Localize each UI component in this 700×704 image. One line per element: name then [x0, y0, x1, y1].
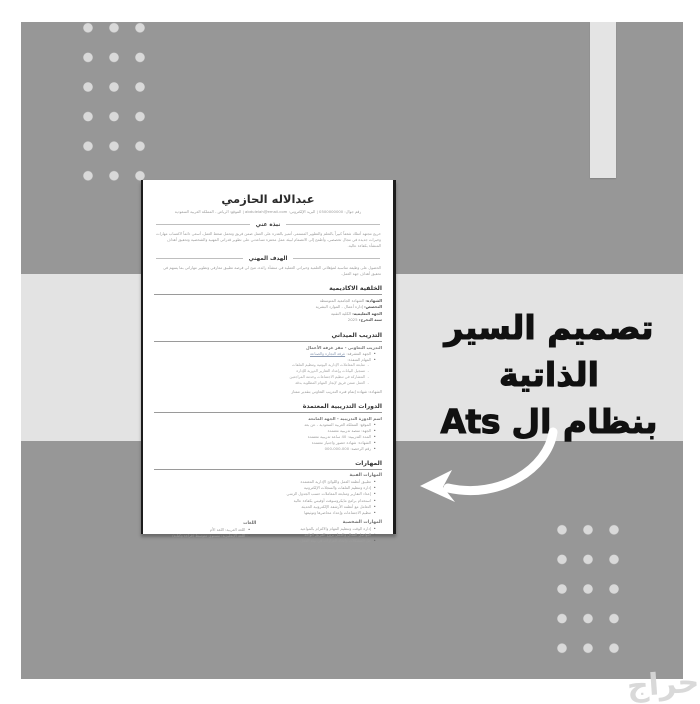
personal-skill: • حل المشكلات واتخاذ القرارات في بيئة العمل: [264, 538, 376, 544]
language-item: • اللغة العربية: اللغة الأم: [154, 527, 250, 533]
personal-skills-list: [264, 526, 382, 544]
training-position: التدريب التعاوني - مقر غرفة الأعمال: [305, 344, 382, 350]
personal-skill: • التواصل الفعال والعمل بروح الفريق الواحد: [264, 532, 376, 538]
languages-column: [154, 520, 256, 544]
training-section-title: التدريب الميداني: [154, 332, 382, 342]
course-detail: • الجهة: منصة تدريبية معتمدة: [154, 428, 376, 434]
supervisor-label: الجهة المشرفة:: [346, 350, 371, 356]
section-divider-about: [156, 222, 380, 228]
education-value: الشهادة الجامعية المتوسطة: [319, 298, 365, 303]
education-label: سنة التخرج:: [358, 317, 382, 323]
dots-pattern-top-left: [75, 13, 153, 192]
course-details: [154, 422, 382, 452]
technical-skills-list: [154, 479, 382, 515]
training-tasks-label: • المهام المنفذة:: [154, 357, 376, 363]
technical-skill: • تنظيم الاجتماعات وإعداد محاضرها وتوثيقها: [154, 510, 376, 516]
training-task: - العمل ضمن فريق لإنجاز المهام المطلوبة بدقة: [154, 381, 369, 387]
watermark-logo: حراج: [625, 664, 700, 704]
education-value: إدارة أعمال - الموارد البشرية: [315, 304, 363, 310]
dots-pattern-bottom-right: [549, 515, 627, 664]
about-title: نبذة عني: [255, 221, 281, 228]
course-detail: • الموقع: المملكة العربية السعودية - عن بعد: [154, 422, 376, 428]
language-item: • اللغة الإنجليزية: مستوى متوسط (قراءة وكتابة): [154, 533, 250, 539]
education-label: التخصص:: [364, 304, 382, 310]
courses-section-title: الدورات التدريبية المعتمدة: [154, 403, 382, 413]
vertical-accent-bar: [590, 22, 616, 178]
training-task-list: [154, 363, 374, 387]
personal-skill: • إدارة الوقت وتنظيم المهام والالتزام بالمواعيد: [264, 526, 376, 532]
skills-section-title: المهارات: [154, 460, 382, 470]
curved-arrow-icon: [412, 424, 564, 520]
supervisor-value: غرفة التجارة والصناعة: [310, 350, 346, 356]
headline-line2: بنظام ال Ats: [440, 401, 658, 441]
about-text: خريج مجتهد أمتلك شغفاً كبيراً بالتعلم والتطوير المستمر، أتميز بالقدرة على العمل ضمن فريق وتحمل ضغط العمل، أسعى دائماً لاكتساب مهارات وخبرات جديدة في مجال تخصصي، وأطمح إلى الانضمام لبيئة عمل محفزة تساعدني على تطوير قدراتي المهنية والشخصية وتحقيق أهداف المنشأة بكفاءة عالية.: [156, 230, 381, 248]
course-detail: • رقم الرخصة: 000-000-000: [154, 446, 376, 452]
course-detail: • الشهادة: شهادة حضور واجتياز معتمدة: [154, 440, 376, 446]
education-section-title: الخلفية الاكاديمية: [154, 285, 382, 295]
technical-skill: • تطبيق أنظمة العمل واللوائح الإدارية المعتمدة: [154, 479, 376, 485]
languages-list: [154, 527, 256, 539]
education-label: الجهة التعليمية:: [352, 310, 382, 316]
resume-contact-line: رقم جوال: 0500000000 | البريد الإلكتروني: abdulelah@email.com | الموقع: الرياض - المملكة العربية السعودية: [174, 209, 362, 214]
personal-skills-column: [264, 520, 382, 544]
training-bullets: [154, 351, 382, 363]
course-name: اسم الدورة التدريبية - الجهة المانحة: [308, 416, 382, 421]
training-certificate: الشهادة: شهادة إتمام فترة التدريب التعاوني بتقدير ممتاز: [291, 388, 382, 394]
resume-name: عبدالاله الحازمي: [221, 192, 315, 206]
poster-canvas: [21, 22, 683, 679]
technical-skill: • التعامل مع أنظمة الأرشفة الإلكترونية الحديثة: [154, 504, 376, 510]
skills-columns: [154, 520, 382, 544]
course-detail: • المدة التدريبية: 40 ساعة تدريبية معتمدة: [154, 434, 376, 440]
training-task: - متابعة المعاملات الإدارية اليومية وتنظيم الملفات: [154, 363, 369, 369]
education-label: الشهادة:: [365, 298, 382, 303]
section-divider-objective: [156, 256, 380, 262]
technical-skill: • إعداد التقارير ومتابعة المعاملات حسب الجدول الزمني: [154, 491, 376, 497]
objective-title: الهدف المهني: [248, 255, 288, 262]
education-value: 2025: [347, 317, 358, 323]
technical-skill: • استخدام برامج مايكروسوفت أوفيس بكفاءة عالية: [154, 498, 376, 504]
education-item: [154, 317, 382, 323]
objective-text: الحصول على وظيفة مناسبة لمؤهلاتي العلمية وخبراتي العملية في منشأة رائدة، تتيح لي فرصة تطبيق معارفي وتطوير مهاراتي بما يسهم في تحقيق أهداف جهة العمل.: [163, 264, 381, 276]
resume-document: [141, 180, 396, 543]
personal-skills-title: المهارات الشخصية: [342, 519, 382, 525]
training-task: - المشاركة في تنظيم الاجتماعات وخدمة المراجعين: [154, 375, 369, 381]
headline-line1: تصميم السير الذاتية: [444, 308, 654, 394]
education-value: الكلية التقنية: [330, 310, 351, 316]
technical-skills-title: المهارات الفنية: [349, 473, 382, 479]
technical-skill: • إدارة وتنظيم الملفات والسجلات الإلكترونية: [154, 485, 376, 491]
languages-title: اللغات: [243, 520, 257, 526]
training-task: - تسجيل البيانات وإعداد التقارير الدورية للإدارة: [154, 369, 369, 375]
